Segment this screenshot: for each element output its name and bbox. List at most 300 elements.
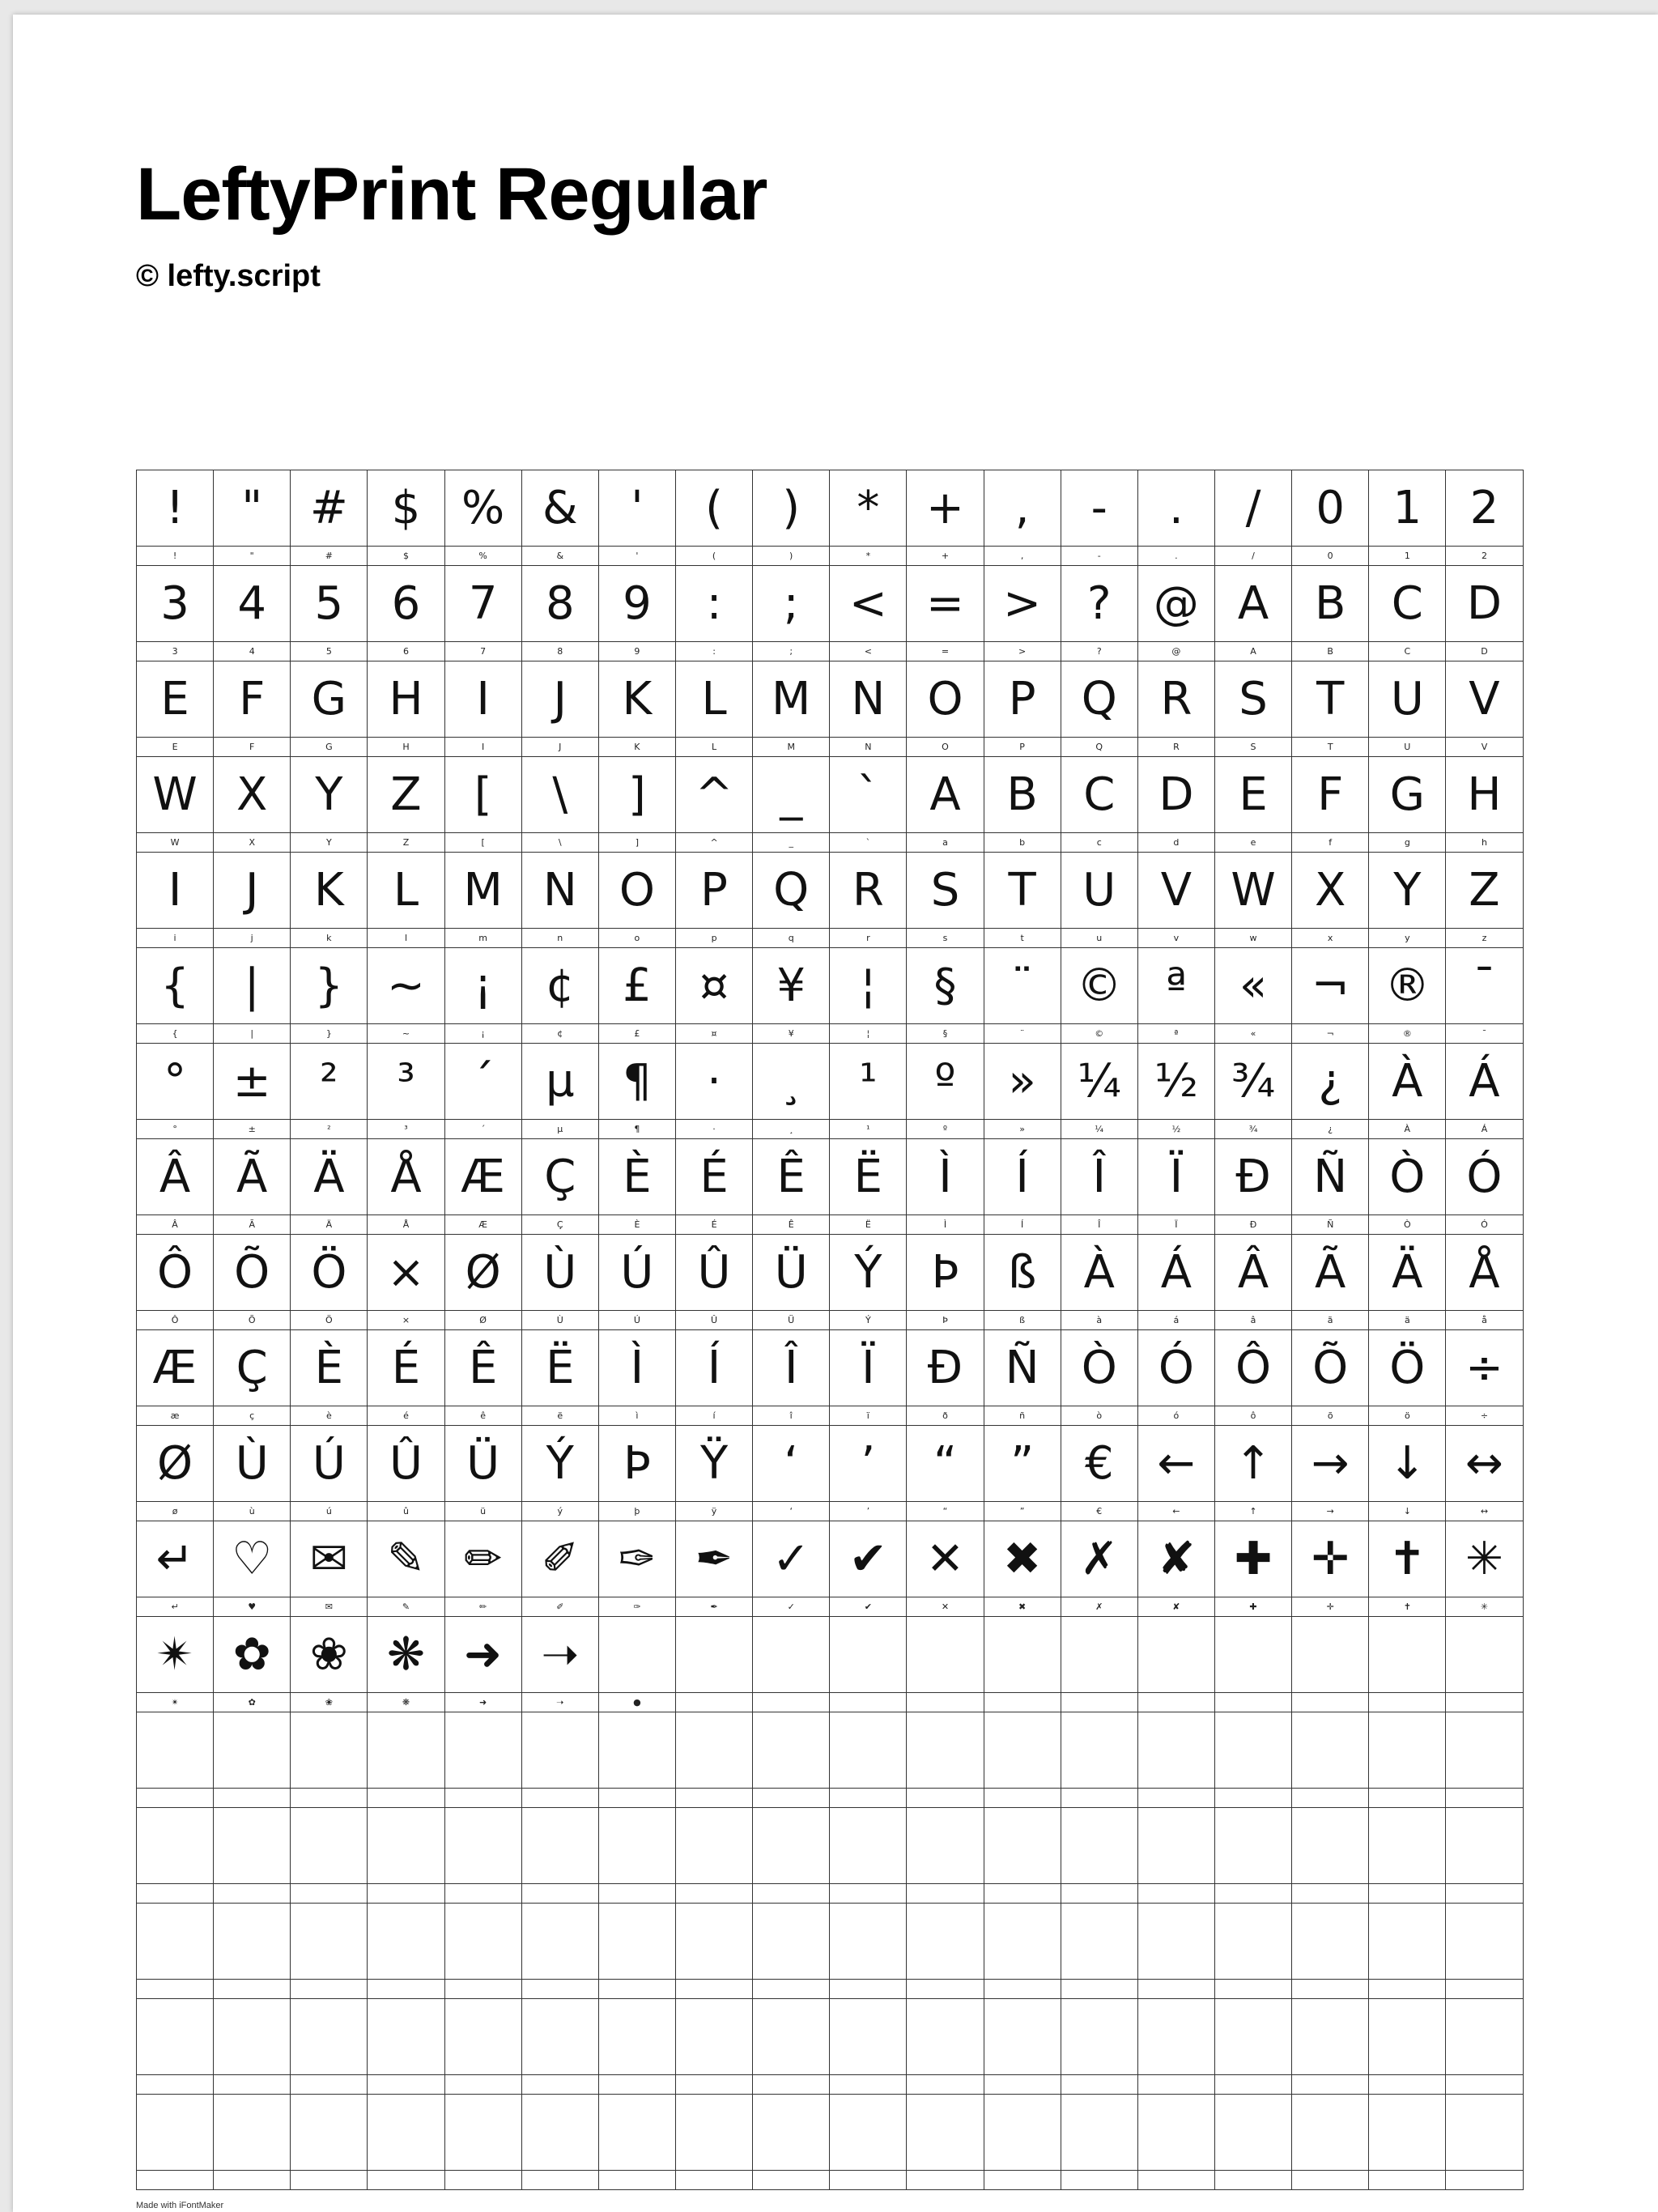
empty-glyph-label: [1061, 1789, 1137, 1807]
glyph-cell: [522, 566, 599, 661]
glyph-cell: [291, 470, 368, 566]
glyph-sample: Õ: [1292, 1330, 1368, 1406]
glyph-sample: Ç: [214, 1330, 290, 1406]
glyph-sample: ~: [368, 948, 444, 1024]
glyph-cell: [445, 1426, 522, 1521]
glyph-sample: `: [830, 757, 906, 833]
glyph-cell: [676, 1617, 753, 1712]
glyph-cell: [1138, 661, 1215, 757]
glyph-sample: ✏: [445, 1521, 521, 1597]
glyph-sample: 6: [368, 566, 444, 642]
glyph-cell: [1061, 1426, 1138, 1521]
glyph-sample: ¢: [522, 948, 598, 1024]
glyph-sample: <: [830, 566, 906, 642]
glyph-cell: [676, 1235, 753, 1330]
glyph-label: ×: [402, 1315, 410, 1325]
empty-glyph-sample: [907, 1712, 983, 1789]
glyph-cell: [753, 1617, 830, 1712]
glyph-sample: T: [984, 853, 1061, 929]
glyph-sample: Ü: [753, 1235, 829, 1311]
empty-glyph-cell: [1446, 1712, 1523, 1808]
empty-glyph-label: [753, 1789, 829, 1807]
glyph-sample: !: [137, 470, 213, 547]
glyph-cell: [753, 1330, 830, 1426]
empty-glyph-label: [445, 1884, 521, 1903]
empty-glyph-cell: [907, 1904, 984, 1999]
glyph-label: R: [1173, 742, 1180, 752]
empty-glyph-cell: [1061, 1712, 1138, 1808]
glyph-label: ¥: [788, 1028, 794, 1039]
glyph-label: Ï: [1175, 1219, 1178, 1230]
empty-glyph-label: [214, 1884, 290, 1903]
glyph-sample: I: [137, 853, 213, 929]
glyph-label: ü: [480, 1506, 487, 1516]
glyph-sample: [599, 1617, 675, 1693]
glyph-cell: [599, 853, 676, 948]
glyph-label: [1292, 1693, 1368, 1712]
glyph-label: N: [865, 742, 872, 752]
glyph-cell: [137, 1617, 214, 1712]
empty-glyph-label: [907, 1789, 983, 1807]
empty-glyph-cell: [214, 1999, 291, 2095]
empty-glyph-sample: [137, 1999, 213, 2075]
glyph-sample: µ: [522, 1044, 598, 1120]
glyph-sample: [: [445, 757, 521, 833]
empty-glyph-sample: [1292, 2095, 1368, 2171]
empty-glyph-label: [1215, 1884, 1291, 1903]
glyph-cell: [291, 853, 368, 948]
glyph-label: ↑: [1249, 1506, 1257, 1516]
glyph-sample: ✖: [984, 1521, 1061, 1597]
glyph-sample: ^: [676, 757, 752, 833]
glyph-cell: [214, 1521, 291, 1617]
glyph-sample: ': [599, 470, 675, 547]
glyph-cell: [753, 1521, 830, 1617]
glyph-cell: [907, 1521, 984, 1617]
empty-glyph-sample: [753, 1808, 829, 1884]
glyph-cell: [368, 470, 444, 566]
glyph-cell: [137, 757, 214, 853]
empty-glyph-cell: [1215, 2095, 1292, 2190]
glyph-cell: [137, 1044, 214, 1139]
glyph-cell: [1369, 853, 1446, 948]
glyph-cell: [291, 757, 368, 853]
empty-glyph-sample: [830, 1904, 906, 1980]
empty-glyph-label: [522, 1884, 598, 1903]
empty-glyph-sample: [1369, 1808, 1445, 1884]
glyph-sample: ✔: [830, 1521, 906, 1597]
glyph-cell: [291, 1426, 368, 1521]
empty-glyph-sample: [907, 2095, 983, 2171]
glyph-cell: [676, 853, 753, 948]
empty-glyph-cell: [753, 1904, 830, 1999]
glyph-cell: [445, 566, 522, 661]
glyph-cell: [214, 1330, 291, 1426]
empty-glyph-label: [907, 1884, 983, 1903]
empty-glyph-sample: [907, 1999, 983, 2075]
glyph-cell: [1061, 1139, 1138, 1235]
glyph-sample: *: [830, 470, 906, 547]
empty-glyph-cell: [1215, 1904, 1292, 1999]
glyph-label: Ñ: [1327, 1219, 1334, 1230]
glyph-sample: J: [214, 853, 290, 929]
empty-glyph-sample: [830, 1712, 906, 1789]
glyph-cell: [368, 1426, 444, 1521]
glyph-label: ¤: [711, 1028, 717, 1039]
glyph-cell: [984, 470, 1061, 566]
glyph-label: z: [1482, 933, 1487, 943]
glyph-label: 6: [402, 646, 409, 657]
glyph-sample: ±: [214, 1044, 290, 1120]
glyph-label: û: [403, 1506, 409, 1516]
page-title: LeftyPrint Regular: [136, 153, 767, 236]
glyph-label: .: [1175, 551, 1178, 561]
glyph-sample: O: [907, 661, 983, 738]
empty-glyph-cell: [137, 1712, 214, 1808]
glyph-sample: [1061, 1617, 1137, 1693]
glyph-cell: [676, 566, 753, 661]
glyph-cell: [1369, 661, 1446, 757]
glyph-cell: [1061, 948, 1138, 1044]
glyph-row: [137, 1235, 1524, 1330]
glyph-sample: Ã: [214, 1139, 290, 1215]
glyph-label: £: [634, 1028, 640, 1039]
glyph-cell: [830, 1521, 907, 1617]
empty-glyph-cell: [1369, 2095, 1446, 2190]
glyph-sample: &: [522, 470, 598, 547]
glyph-label: ©: [1095, 1028, 1104, 1039]
empty-glyph-sample: [1138, 1712, 1214, 1789]
empty-glyph-cell: [907, 2095, 984, 2190]
glyph-label: (: [712, 551, 716, 561]
glyph-cell: [214, 1426, 291, 1521]
empty-glyph-label: [291, 1789, 367, 1807]
glyph-label: [984, 1693, 1061, 1712]
glyph-sample: ←: [1138, 1426, 1214, 1502]
empty-glyph-sample: [291, 1999, 367, 2075]
glyph-label: õ: [1327, 1410, 1333, 1421]
glyph-label: Í: [1020, 1219, 1024, 1230]
glyph-sample: È: [291, 1330, 367, 1406]
glyph-label: >: [1018, 646, 1027, 657]
glyph-label: Ô: [171, 1315, 179, 1325]
glyph-cell: [984, 566, 1061, 661]
empty-glyph-cell: [599, 1904, 676, 1999]
glyph-sample: ß: [984, 1235, 1061, 1311]
glyph-cell: [907, 1330, 984, 1426]
glyph-label: ✑: [633, 1602, 641, 1612]
empty-glyph-label: [984, 1884, 1061, 1903]
empty-glyph-label: [676, 2075, 752, 2094]
empty-glyph-cell: [1061, 1808, 1138, 1904]
glyph-label: ¡: [481, 1028, 485, 1039]
empty-glyph-sample: [214, 1808, 290, 1884]
glyph-cell: [1061, 1235, 1138, 1330]
empty-glyph-label: [1138, 1884, 1214, 1903]
empty-glyph-sample: [1215, 1999, 1291, 2075]
empty-glyph-cell: [830, 1808, 907, 1904]
glyph-label: É: [711, 1219, 717, 1230]
empty-glyph-cell: [599, 1999, 676, 2095]
empty-glyph-cell: [137, 1999, 214, 2095]
glyph-cell: [830, 1044, 907, 1139]
empty-glyph-sample: [445, 1999, 521, 2075]
glyph-sample: [830, 1617, 906, 1693]
empty-glyph-sample: [214, 1999, 290, 2075]
glyph-row: [137, 1139, 1524, 1235]
glyph-label: ": [249, 551, 254, 561]
glyph-sample: W: [1215, 853, 1291, 929]
glyph-label: ✿: [248, 1697, 256, 1708]
glyph-label: [907, 1693, 983, 1712]
glyph-cell: [522, 661, 599, 757]
glyph-label: 8: [557, 646, 563, 657]
glyph-sample: ª: [1138, 948, 1214, 1024]
empty-glyph-sample: [291, 1808, 367, 1884]
glyph-cell: [1369, 948, 1446, 1044]
glyph-sample: F: [1292, 757, 1368, 833]
glyph-label: ñ: [1019, 1410, 1026, 1421]
glyph-sample: Z: [1446, 853, 1522, 929]
glyph-sample: Ù: [522, 1235, 598, 1311]
glyph-sample: §: [907, 948, 983, 1024]
glyph-sample: /: [1215, 470, 1291, 547]
glyph-sample: ¶: [599, 1044, 675, 1120]
glyph-cell: [522, 1139, 599, 1235]
empty-glyph-cell: [445, 2095, 522, 2190]
glyph-label: ã: [1327, 1315, 1333, 1325]
empty-glyph-cell: [1446, 1904, 1523, 1999]
glyph-sample: Ì: [907, 1139, 983, 1215]
empty-glyph-cell: [1138, 2095, 1215, 2190]
glyph-sample: ✐: [522, 1521, 598, 1597]
empty-glyph-label: [214, 2171, 290, 2189]
glyph-sample: _: [753, 757, 829, 833]
empty-glyph-label: [1061, 1884, 1137, 1903]
glyph-label: g: [1404, 837, 1410, 848]
empty-glyph-label: [984, 1789, 1061, 1807]
glyph-label: 3: [172, 646, 178, 657]
glyph-cell: [1369, 1044, 1446, 1139]
empty-glyph-cell: [522, 2095, 599, 2190]
empty-glyph-label: [984, 2171, 1061, 2189]
glyph-label: º: [942, 1124, 948, 1134]
empty-glyph-label: [753, 1884, 829, 1903]
empty-glyph-sample: [984, 1999, 1061, 2075]
glyph-cell: [445, 853, 522, 948]
glyph-label: `: [865, 837, 871, 848]
glyph-sample: C: [1369, 566, 1445, 642]
empty-glyph-sample: [445, 1904, 521, 1980]
empty-glyph-sample: [522, 2095, 598, 2171]
glyph-label: À: [1404, 1124, 1411, 1134]
glyph-label: r: [866, 933, 870, 943]
glyph-sample: ): [753, 470, 829, 547]
glyph-sample: Â: [1215, 1235, 1291, 1311]
empty-glyph-cell: [984, 2095, 1061, 2190]
empty-glyph-cell: [753, 1808, 830, 1904]
empty-glyph-cell: [1138, 1904, 1215, 1999]
glyph-sample: [753, 1617, 829, 1693]
empty-glyph-label: [753, 2075, 829, 2094]
glyph-sample: Ø: [137, 1426, 213, 1502]
glyph-label: ë: [557, 1410, 563, 1421]
glyph-sample: Ë: [830, 1139, 906, 1215]
glyph-sample: S: [1215, 661, 1291, 738]
glyph-label: µ: [557, 1124, 563, 1134]
glyph-sample: Í: [676, 1330, 752, 1406]
glyph-sample: ×: [368, 1235, 444, 1311]
glyph-label: X: [249, 837, 255, 848]
empty-glyph-label: [137, 2075, 213, 2094]
empty-glyph-sample: [291, 1712, 367, 1789]
glyph-cell: [676, 661, 753, 757]
glyph-sample: U: [1061, 853, 1137, 929]
glyph-sample: D: [1138, 757, 1214, 833]
glyph-sample: ¸: [753, 1044, 829, 1120]
glyph-sample: [1369, 1617, 1445, 1693]
glyph-sample: 4: [214, 566, 290, 642]
empty-glyph-cell: [830, 1712, 907, 1808]
glyph-label: ‘: [789, 1506, 793, 1516]
glyph-sample: Z: [368, 757, 444, 833]
glyph-label: ❋: [402, 1697, 410, 1708]
glyph-cell: [907, 661, 984, 757]
empty-glyph-sample: [291, 2095, 367, 2171]
glyph-sample: Ö: [1369, 1330, 1445, 1406]
glyph-label: k: [326, 933, 332, 943]
empty-glyph-cell: [1215, 1999, 1292, 2095]
empty-glyph-label: [445, 1789, 521, 1807]
empty-glyph-sample: [1061, 2095, 1137, 2171]
glyph-cell: [1446, 1044, 1523, 1139]
glyph-row: [137, 757, 1524, 853]
glyph-sample: ✝: [1369, 1521, 1445, 1597]
glyph-label: 0: [1327, 551, 1333, 561]
glyph-sample: ‘: [753, 1426, 829, 1502]
glyph-sample: W: [137, 757, 213, 833]
glyph-label: ✐: [556, 1602, 564, 1612]
empty-glyph-sample: [984, 1808, 1061, 1884]
glyph-cell: [522, 1330, 599, 1426]
glyph-cell: [1215, 853, 1292, 948]
empty-glyph-cell: [753, 1712, 830, 1808]
glyph-sample: M: [753, 661, 829, 738]
glyph-label: ®: [1402, 1028, 1412, 1039]
glyph-sample: ✉: [291, 1521, 367, 1597]
glyph-label: 7: [480, 646, 487, 657]
glyph-sample: Ñ: [984, 1330, 1061, 1406]
glyph-cell: [1292, 470, 1369, 566]
empty-glyph-label: [830, 1980, 906, 1998]
glyph-cell: [1138, 1426, 1215, 1521]
glyph-label: |: [250, 1028, 254, 1039]
empty-glyph-sample: [1138, 1999, 1214, 2075]
empty-glyph-sample: [830, 2095, 906, 2171]
empty-glyph-cell: [291, 1904, 368, 1999]
empty-glyph-label: [830, 2171, 906, 2189]
empty-glyph-cell: [1369, 1712, 1446, 1808]
glyph-cell: [214, 1044, 291, 1139]
glyph-label: Ê: [788, 1219, 794, 1230]
glyph-sample: Æ: [445, 1139, 521, 1215]
glyph-sample: 3: [137, 566, 213, 642]
glyph-sample: ³: [368, 1044, 444, 1120]
glyph-cell: [907, 1139, 984, 1235]
empty-glyph-label: [445, 1980, 521, 1998]
glyph-label: [1215, 1693, 1291, 1712]
empty-glyph-sample: [676, 1904, 752, 1980]
glyph-label: J: [559, 742, 562, 752]
glyph-label: ✛: [1326, 1602, 1334, 1612]
glyph-cell: [1369, 757, 1446, 853]
glyph-label: [1061, 1693, 1137, 1712]
glyph-sample: ²: [291, 1044, 367, 1120]
glyph-sample: |: [214, 948, 290, 1024]
glyph-label: ✎: [402, 1602, 410, 1612]
glyph-label: ✖: [1018, 1602, 1027, 1612]
empty-glyph-label: [1369, 2075, 1445, 2094]
glyph-label: =: [941, 646, 950, 657]
glyph-sample: Ï: [830, 1330, 906, 1406]
glyph-cell: [907, 1426, 984, 1521]
empty-glyph-sample: [1446, 1712, 1522, 1789]
glyph-sample: ¯: [1446, 948, 1522, 1024]
glyph-label: ý: [557, 1506, 563, 1516]
empty-glyph-label: [1292, 1884, 1368, 1903]
empty-glyph-label: [137, 1884, 213, 1903]
glyph-cell: [830, 566, 907, 661]
empty-glyph-label: [522, 1980, 598, 1998]
empty-glyph-label: [445, 2075, 521, 2094]
glyph-sample: º: [907, 1044, 983, 1120]
glyph-sample: ➝: [522, 1617, 598, 1693]
glyph-cell: [522, 1521, 599, 1617]
glyph-cell: [137, 948, 214, 1044]
glyph-sample: K: [599, 661, 675, 738]
glyph-cell: [1369, 1330, 1446, 1426]
glyph-cell: [214, 853, 291, 948]
glyph-label: ô: [1250, 1410, 1256, 1421]
glyph-cell: [1292, 1235, 1369, 1330]
glyph-cell: [1061, 1044, 1138, 1139]
glyph-sample: ”: [984, 1426, 1061, 1502]
glyph-cell: [1061, 566, 1138, 661]
glyph-cell: [676, 1330, 753, 1426]
glyph-sample: 5: [291, 566, 367, 642]
empty-glyph-cell: [1292, 1904, 1369, 1999]
glyph-label: u: [1096, 933, 1103, 943]
empty-glyph-cell: [214, 1904, 291, 1999]
glyph-label: U: [1404, 742, 1411, 752]
glyph-label: S: [1250, 742, 1256, 752]
empty-glyph-cell: [522, 1904, 599, 1999]
empty-glyph-cell: [1138, 1808, 1215, 1904]
empty-glyph-cell: [984, 1712, 1061, 1808]
glyph-label: %: [478, 551, 487, 561]
glyph-cell: [984, 948, 1061, 1044]
glyph-label: \: [558, 837, 562, 848]
glyph-sample: Q: [1061, 661, 1137, 738]
glyph-cell: [1446, 853, 1523, 948]
glyph-cell: [1138, 1521, 1215, 1617]
glyph-label: ú: [325, 1506, 332, 1516]
glyph-cell: [291, 1044, 368, 1139]
glyph-cell: [984, 1426, 1061, 1521]
empty-glyph-label: [676, 2171, 752, 2189]
glyph-sample: ♡: [214, 1521, 290, 1597]
glyph-cell: [368, 853, 444, 948]
